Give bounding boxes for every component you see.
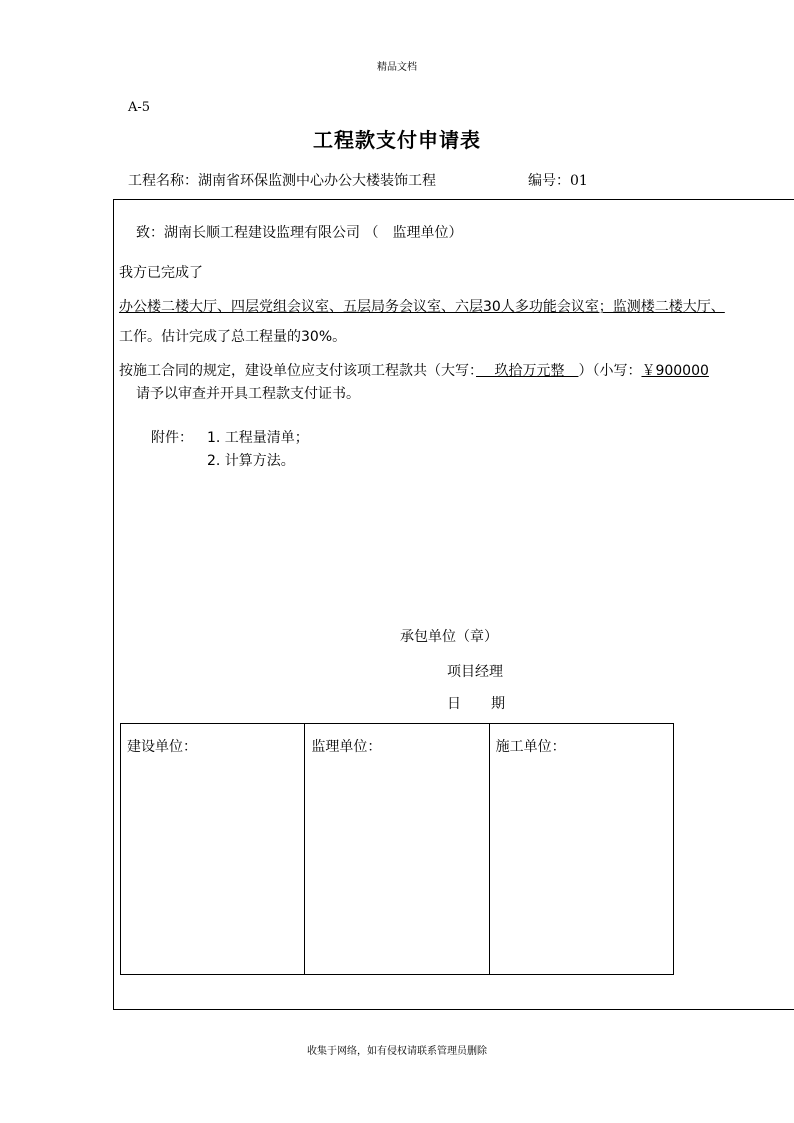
completed-line: 我方已完成了 <box>119 265 203 281</box>
payment-amount-words: 玖拾万元整 <box>476 363 579 379</box>
date-label-char-2: 期 <box>491 696 505 712</box>
review-request-line: 请予以审查并开具工程款支付证书。 <box>136 386 360 402</box>
date-label <box>447 693 505 713</box>
addressee-company: 湖南长顺工程建设监理有限公司 <box>164 225 360 241</box>
form-number-label: 编号： <box>528 173 570 189</box>
page-footer: 收集于网络，如有侵权请联系管理员删除 <box>307 1046 487 1057</box>
addressee-role-open: （ <box>364 225 393 241</box>
owner-signature-cell: 建设单位： <box>121 724 305 975</box>
supervisor-signature-cell: 监理单位： <box>305 724 489 975</box>
project-name-label: 工程名称： <box>128 173 198 189</box>
payment-amount-figures: ￥900000 <box>641 363 709 379</box>
attachments-label: 附件： <box>151 430 193 446</box>
attachment-item-2: 2. 计算方法。 <box>207 453 295 469</box>
attachment-item-1: 1. 工程量清单； <box>207 430 309 446</box>
signature-table <box>120 723 674 975</box>
document-title: 工程款支付申请表 <box>313 128 481 152</box>
page-header: 精品文档 <box>377 62 417 73</box>
addressee-role: 监理单位 <box>392 225 449 241</box>
work-progress-line: 工作。估计完成了总工程量的30%。 <box>119 329 347 345</box>
form-number-line <box>528 170 588 190</box>
form-code: A-5 <box>128 100 151 115</box>
payment-line <box>119 360 709 380</box>
project-manager-label: 项目经理 <box>447 664 503 680</box>
project-name-line <box>128 170 436 190</box>
contractor-seal-label: 承包单位（章） <box>400 629 498 645</box>
work-scope-line: 办公楼二楼大厅、四层党组会议室、五层局务会议室、六层30人多功能会议室；监测楼二楼大厅、 <box>119 299 725 315</box>
addressee-role-close: ） <box>448 225 463 241</box>
addressee-line <box>136 222 462 242</box>
form-number-value: 01 <box>570 173 588 189</box>
contractor-signature-cell: 施工单位： <box>489 724 673 975</box>
payment-mid: ）（小写： <box>578 363 642 379</box>
addressee-prefix: 致： <box>136 225 164 241</box>
payment-prefix: 按施工合同的规定，建设单位应支付该项工程款共（大写： <box>119 363 476 379</box>
project-name-value: 湖南省环保监测中心办公大楼装饰工程 <box>198 173 436 189</box>
date-label-char-1: 日 <box>447 696 461 712</box>
